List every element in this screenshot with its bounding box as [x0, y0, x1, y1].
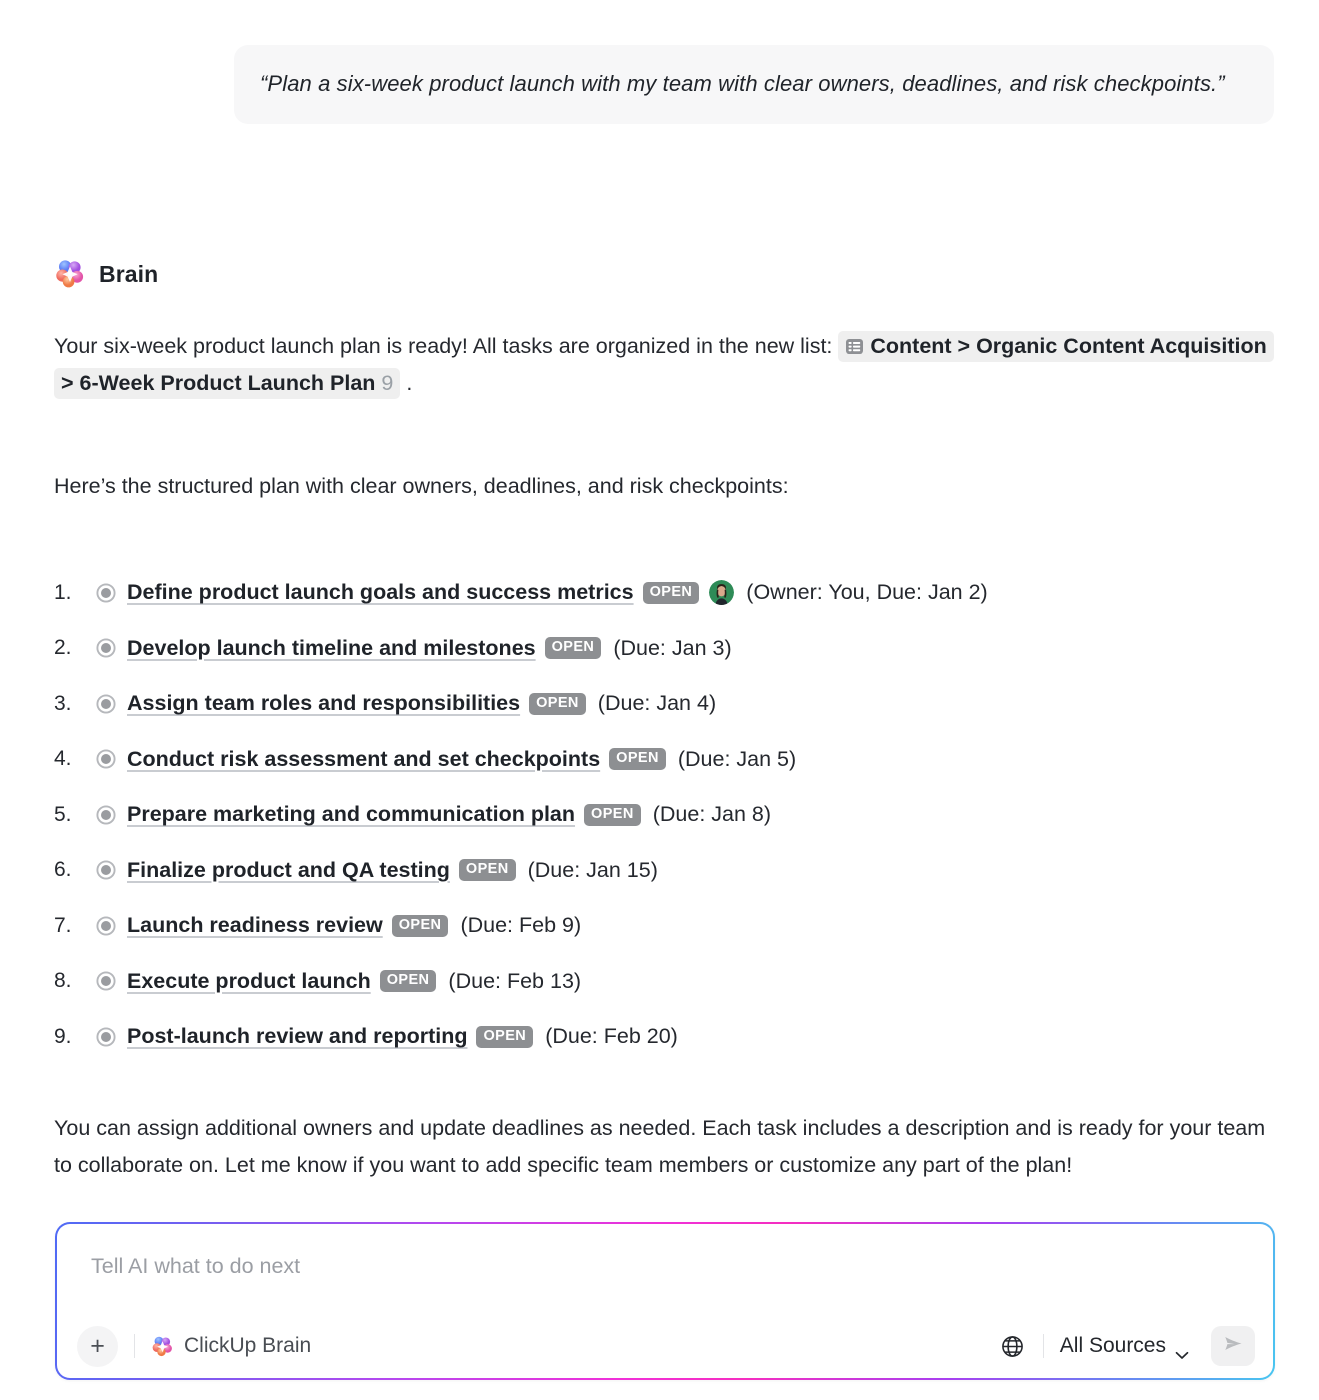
toolbar-divider-left: [134, 1334, 135, 1358]
chevron-down-icon: [1175, 1342, 1189, 1351]
task-meta: (Due: Jan 3): [613, 635, 732, 660]
assistant-intro-paragraph: [54, 328, 1269, 402]
task-meta: (Due: Jan 15): [527, 857, 658, 882]
status-badge[interactable]: OPEN: [380, 970, 437, 992]
task-meta: (Due: Feb 13): [448, 968, 582, 993]
intro-prefix-text: Your six-week product launch plan is ready! All tasks are organized in the new list:: [54, 334, 839, 358]
status-open-circle-icon[interactable]: [96, 1027, 116, 1047]
status-badge[interactable]: OPEN: [476, 1026, 533, 1048]
task-index: 1.: [54, 580, 72, 604]
composer-input[interactable]: Tell AI what to do next: [91, 1254, 301, 1278]
status-open-circle-icon[interactable]: [96, 971, 116, 991]
task-list-item: [54, 843, 1284, 899]
task-meta: (Due: Jan 8): [652, 802, 772, 827]
status-open-circle-icon[interactable]: [96, 805, 116, 825]
plus-icon: +: [90, 1331, 105, 1360]
status-badge[interactable]: OPEN: [545, 637, 602, 659]
user-message-bubble: [234, 45, 1274, 124]
task-list-item: [54, 676, 1284, 732]
status-open-circle-icon[interactable]: [96, 638, 116, 658]
status-open-circle-icon[interactable]: [96, 583, 116, 603]
task-meta: (Due: Feb 20): [545, 1024, 678, 1049]
list-reference-label: Content > Organic Content Acquisition > 6-Week Product Launch Plan: [61, 334, 1267, 395]
task-name-link[interactable]: Post-launch review and reporting: [127, 1024, 468, 1049]
task-index: 3.: [54, 691, 72, 715]
task-name-link[interactable]: Conduct risk assessment and set checkpoints: [127, 746, 601, 771]
task-meta: (Owner: You, Due: Jan 2): [746, 580, 988, 605]
composer-toolbar: [57, 1314, 1273, 1378]
sources-label: All Sources: [1059, 1334, 1166, 1357]
task-name-link[interactable]: Finalize product and QA testing: [127, 857, 450, 882]
assignee-avatar[interactable]: [709, 580, 734, 605]
task-name-link[interactable]: Launch readiness review: [127, 913, 383, 938]
status-open-circle-icon[interactable]: [96, 916, 116, 936]
task-list-item: [54, 732, 1284, 788]
assistant-header: [54, 258, 158, 290]
task-name-link[interactable]: Define product launch goals and success metrics: [127, 580, 634, 605]
task-name-link[interactable]: Execute product launch: [127, 968, 371, 993]
task-list-item: [54, 954, 1284, 1010]
task-list-item: [54, 565, 1284, 621]
ai-composer: [55, 1222, 1275, 1380]
list-reference-count: 9: [381, 370, 394, 395]
task-index: 6.: [54, 858, 72, 882]
brain-flower-icon: [151, 1335, 174, 1358]
task-index: 4.: [54, 747, 72, 771]
status-badge[interactable]: OPEN: [459, 859, 516, 881]
status-badge[interactable]: OPEN: [392, 915, 449, 937]
task-name-link[interactable]: Prepare marketing and communication plan: [127, 802, 576, 827]
task-list-item: [54, 898, 1284, 954]
task-list-item: [54, 1009, 1284, 1065]
task-index: 8.: [54, 969, 72, 993]
brain-flower-icon: [54, 258, 86, 290]
task-meta: (Due: Jan 5): [677, 746, 797, 771]
composer-surface: [57, 1224, 1273, 1378]
model-selector-button[interactable]: [151, 1334, 311, 1358]
status-open-circle-icon[interactable]: [96, 860, 116, 880]
status-open-circle-icon[interactable]: [96, 694, 116, 714]
globe-icon[interactable]: [999, 1332, 1027, 1360]
task-list-item: [54, 621, 1284, 677]
task-name-link[interactable]: Develop launch timeline and milestones: [127, 635, 536, 660]
status-badge[interactable]: OPEN: [529, 693, 586, 715]
task-index: 9.: [54, 1024, 72, 1048]
task-meta: (Due: Jan 4): [597, 691, 717, 716]
task-index: 5.: [54, 802, 72, 826]
plan-lead-text: Here’s the structured plan with clear owners, deadlines, and risk checkpoints:: [54, 474, 789, 498]
list-view-icon: [845, 331, 864, 350]
send-arrow-icon: [1222, 1332, 1245, 1360]
task-index: 7.: [54, 913, 72, 937]
send-button[interactable]: [1211, 1326, 1255, 1366]
task-list-item: [54, 787, 1284, 843]
status-badge[interactable]: OPEN: [643, 582, 700, 604]
content-fade-mask: [0, 1190, 1319, 1224]
status-open-circle-icon[interactable]: [96, 749, 116, 769]
status-badge[interactable]: OPEN: [609, 748, 666, 770]
sources-dropdown[interactable]: [1060, 1334, 1189, 1358]
assistant-outro-paragraph: You can assign additional owners and update deadlines as needed. Each task includes a description and is ready for your team to collaborate on. Let me know if you want to add specific team members or customize any part of the plan!: [54, 1116, 1266, 1177]
toolbar-divider-right: [1043, 1334, 1044, 1358]
intro-suffix-text: .: [400, 370, 413, 395]
user-message-text: “Plan a six-week product launch with my team with clear owners, deadlines, and risk checkpoints.”: [260, 71, 1225, 96]
status-badge[interactable]: OPEN: [584, 804, 641, 826]
add-attachment-button[interactable]: [77, 1326, 118, 1367]
assistant-name: Brain: [99, 260, 159, 287]
task-meta: (Due: Feb 9): [460, 913, 582, 938]
task-name-link[interactable]: Assign team roles and responsibilities: [127, 691, 521, 716]
task-list: [54, 565, 1284, 1065]
model-name-label: ClickUp Brain: [184, 1334, 312, 1357]
task-index: 2.: [54, 636, 72, 660]
